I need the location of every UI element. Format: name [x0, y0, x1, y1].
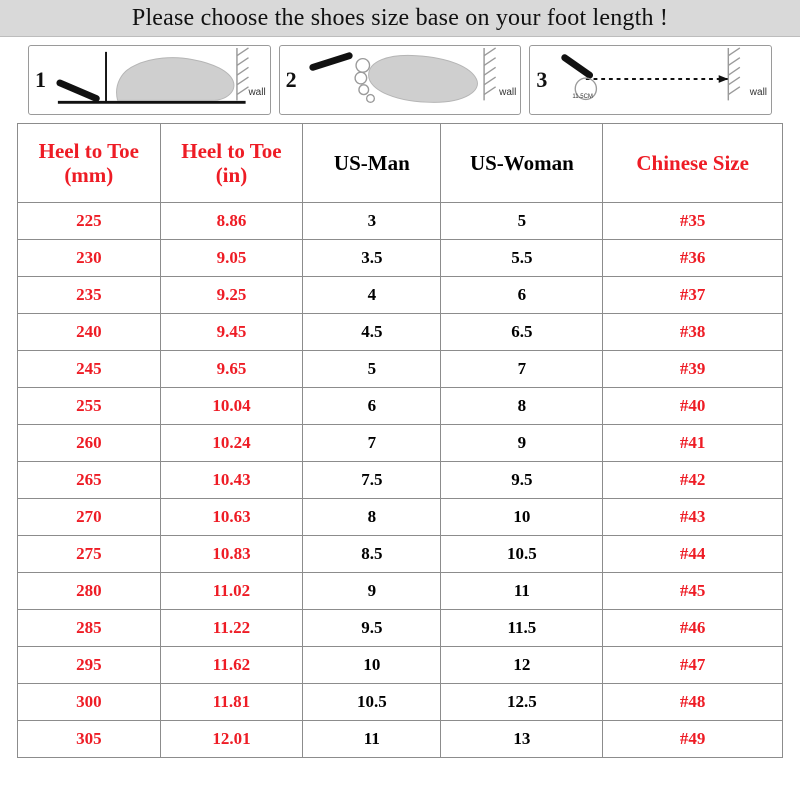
table-cell: 305	[18, 721, 161, 758]
table-cell: 7.5	[303, 462, 441, 499]
table-cell: #49	[603, 721, 783, 758]
table-cell: 11.02	[160, 573, 303, 610]
table-cell: 8	[303, 499, 441, 536]
table-row	[18, 314, 783, 351]
table-cell: 235	[18, 277, 161, 314]
table-row	[18, 573, 783, 610]
diagram-step-1	[28, 45, 271, 115]
table-cell: 3	[303, 203, 441, 240]
table-cell: 10.63	[160, 499, 303, 536]
table-cell: #38	[603, 314, 783, 351]
table-cell: 8.86	[160, 203, 303, 240]
column-header-line2: (mm)	[64, 163, 114, 187]
table-cell: 9.25	[160, 277, 303, 314]
ruler-measure-icon	[530, 46, 771, 114]
foot-top-measure-icon	[280, 46, 521, 114]
table-cell: 5	[441, 203, 603, 240]
size-table-wrapper	[0, 123, 800, 758]
table-row	[18, 647, 783, 684]
size-table-head	[18, 124, 783, 203]
diagram-step-3-wall-label: wall	[749, 87, 768, 98]
column-header-line1: US-Woman	[469, 150, 574, 175]
table-cell: 11	[441, 573, 603, 610]
table-cell: 10.5	[303, 684, 441, 721]
page-title: Please choose the shoes size base on your foot length !	[131, 4, 669, 31]
diagram-step-3-number: 3	[536, 67, 548, 92]
table-cell: #40	[603, 388, 783, 425]
table-row	[18, 499, 783, 536]
table-row	[18, 684, 783, 721]
table-cell: 9.65	[160, 351, 303, 388]
foot-side-measure-icon	[29, 46, 270, 114]
column-header-us-woman	[441, 124, 603, 203]
table-row	[18, 536, 783, 573]
table-cell: #39	[603, 351, 783, 388]
column-header-line1: Heel to Toe	[181, 138, 282, 163]
table-cell: 11	[303, 721, 441, 758]
diagram-step-3	[529, 45, 772, 115]
table-cell: 260	[18, 425, 161, 462]
table-header-row	[18, 124, 783, 203]
table-cell: #43	[603, 499, 783, 536]
column-header-heel-to-toe-in	[160, 124, 303, 203]
table-row	[18, 240, 783, 277]
table-cell: 9.05	[160, 240, 303, 277]
table-cell: 3.5	[303, 240, 441, 277]
table-cell: 7	[441, 351, 603, 388]
table-row	[18, 277, 783, 314]
column-header-us-man	[303, 124, 441, 203]
table-cell: 12.5	[441, 684, 603, 721]
table-cell: #42	[603, 462, 783, 499]
table-cell: 300	[18, 684, 161, 721]
table-cell: 10.83	[160, 536, 303, 573]
column-header-line1: US-Man	[333, 150, 410, 175]
table-cell: 12.01	[160, 721, 303, 758]
table-cell: 8	[441, 388, 603, 425]
table-cell: 245	[18, 351, 161, 388]
diagram-step-1-wall-label: wall	[248, 87, 266, 98]
table-cell: 9.5	[303, 610, 441, 647]
table-row	[18, 203, 783, 240]
table-cell: 11.81	[160, 684, 303, 721]
header-banner	[0, 0, 800, 37]
table-cell: 9	[303, 573, 441, 610]
table-row	[18, 388, 783, 425]
table-cell: 255	[18, 388, 161, 425]
table-row	[18, 351, 783, 388]
table-row	[18, 425, 783, 462]
table-cell: 270	[18, 499, 161, 536]
table-cell: 230	[18, 240, 161, 277]
table-cell: 280	[18, 573, 161, 610]
table-cell: #45	[603, 573, 783, 610]
table-cell: 6	[441, 277, 603, 314]
table-row	[18, 462, 783, 499]
table-cell: #36	[603, 240, 783, 277]
table-cell: 275	[18, 536, 161, 573]
table-cell: 295	[18, 647, 161, 684]
column-header-heel-to-toe-mm	[18, 124, 161, 203]
table-cell: 11.5	[441, 610, 603, 647]
table-cell: 13	[441, 721, 603, 758]
table-cell: 265	[18, 462, 161, 499]
size-table-body	[18, 203, 783, 758]
diagram-step-2-wall-label: wall	[499, 87, 517, 98]
table-cell: 6.5	[441, 314, 603, 351]
table-cell: 10.5	[441, 536, 603, 573]
table-cell: 10.04	[160, 388, 303, 425]
table-cell: 5	[303, 351, 441, 388]
table-cell: 4.5	[303, 314, 441, 351]
table-cell: 5.5	[441, 240, 603, 277]
table-cell: 240	[18, 314, 161, 351]
table-row	[18, 721, 783, 758]
diagram-step-2-number: 2	[285, 67, 297, 92]
table-cell: 4	[303, 277, 441, 314]
diagram-step-1-number: 1	[35, 67, 46, 92]
measure-instructions	[0, 37, 800, 121]
table-cell: 10.43	[160, 462, 303, 499]
table-cell: 11.22	[160, 610, 303, 647]
table-cell: #35	[603, 203, 783, 240]
column-header-line1: Chinese Size	[636, 150, 749, 175]
column-header-chinese-size	[603, 124, 783, 203]
table-cell: #41	[603, 425, 783, 462]
table-cell: 10.24	[160, 425, 303, 462]
table-cell: 8.5	[303, 536, 441, 573]
table-cell: #48	[603, 684, 783, 721]
table-cell: 10	[441, 499, 603, 536]
table-cell: 285	[18, 610, 161, 647]
table-cell: #47	[603, 647, 783, 684]
diagram-step-2	[279, 45, 522, 115]
table-cell: 225	[18, 203, 161, 240]
column-header-line2: (in)	[215, 163, 248, 187]
column-header-line1: Heel to Toe	[38, 138, 139, 163]
table-cell: #37	[603, 277, 783, 314]
table-cell: 9.5	[441, 462, 603, 499]
table-cell: 7	[303, 425, 441, 462]
table-cell: #44	[603, 536, 783, 573]
table-cell: 9	[441, 425, 603, 462]
table-cell: 10	[303, 647, 441, 684]
size-table	[17, 123, 783, 758]
diagram-step-3-measure-label: 11.5CM	[572, 94, 593, 100]
table-cell: #46	[603, 610, 783, 647]
table-cell: 6	[303, 388, 441, 425]
table-cell: 12	[441, 647, 603, 684]
table-cell: 9.45	[160, 314, 303, 351]
table-row	[18, 610, 783, 647]
table-cell: 11.62	[160, 647, 303, 684]
